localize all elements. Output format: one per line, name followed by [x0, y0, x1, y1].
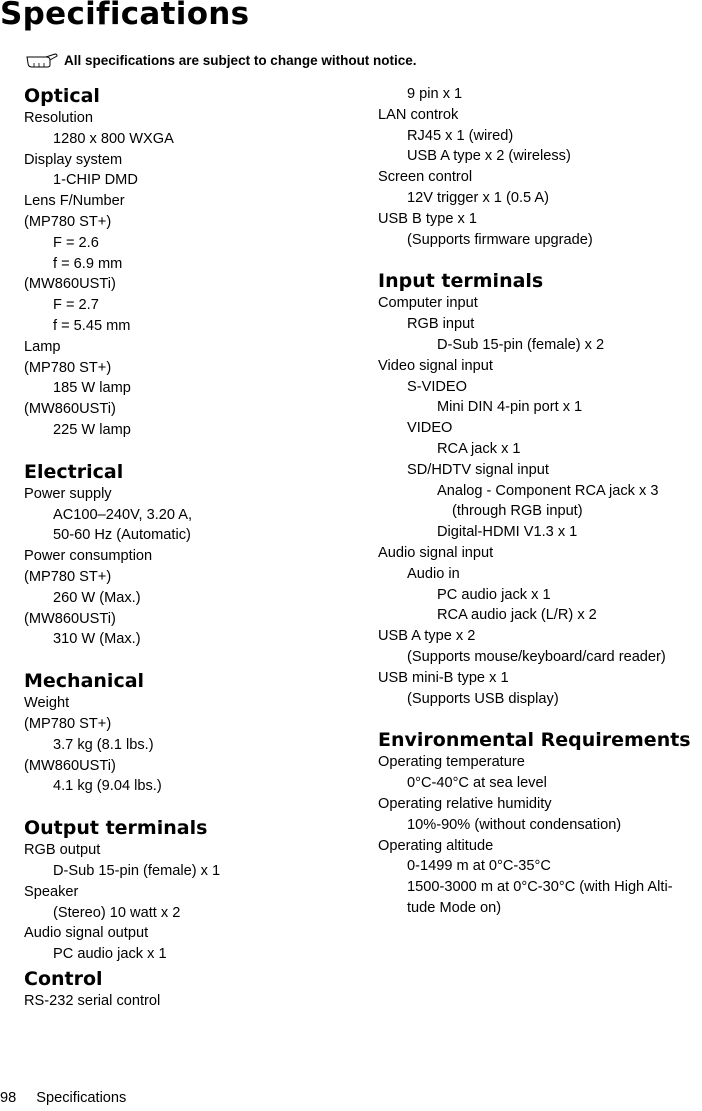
spec-label: USB B type x 1 — [378, 210, 477, 227]
section-heading-environmental: Environmental Requirements — [378, 729, 691, 752]
section-heading-input-terminals: Input terminals — [378, 270, 544, 293]
section-heading-electrical: Electrical — [24, 460, 124, 483]
spec-value: 1500-3000 m at 0°C-30°C (with High Alti- — [407, 879, 673, 896]
spec-label: USB A type x 2 — [378, 628, 476, 645]
spec-model: (MP780 ST+) — [24, 715, 112, 732]
spec-value: (Supports firmware upgrade) — [407, 231, 593, 248]
spec-value: D-Sub 15-pin (female) x 1 — [53, 862, 221, 879]
spec-value: (Supports mouse/keyboard/card reader) — [407, 648, 666, 665]
spec-value: f = 5.45 mm — [53, 317, 131, 334]
spec-value: RJ45 x 1 (wired) — [407, 127, 514, 144]
spec-value: (Stereo) 10 watt x 2 — [53, 904, 181, 921]
spec-value: 50-60 Hz (Automatic) — [53, 527, 191, 544]
spec-label: Speaker — [24, 883, 79, 900]
spec-label: Weight — [24, 695, 70, 712]
spec-value: 10%-90% (without condensation) — [407, 816, 622, 833]
spec-model: (MW860USTi) — [24, 276, 116, 293]
right-column — [378, 84, 702, 919]
spec-label: Operating relative humidity — [378, 795, 552, 812]
section-heading-output-terminals: Output terminals — [24, 817, 208, 840]
spec-label: Audio signal input — [378, 544, 494, 561]
spec-label: Power supply — [24, 485, 112, 502]
spec-value: PC audio jack x 1 — [53, 946, 167, 963]
spec-model: (MP780 ST+) — [24, 359, 112, 376]
spec-value: 3.7 kg (8.1 lbs.) — [53, 736, 154, 753]
spec-label: Audio signal output — [24, 925, 149, 942]
spec-value: 185 W lamp — [53, 380, 131, 397]
spec-sublabel: VIDEO — [407, 420, 453, 437]
spec-model: (MW860USTi) — [24, 610, 116, 627]
section-heading-optical: Optical — [24, 85, 100, 107]
spec-label: RGB output — [24, 842, 101, 859]
spec-label: Display system — [24, 151, 123, 168]
spec-model: (MP780 ST+) — [24, 213, 112, 230]
page-title: Specifications — [0, 0, 250, 32]
spec-value: 4.1 kg (9.04 lbs.) — [53, 778, 162, 795]
spec-label: Resolution — [24, 110, 93, 126]
spec-value: 1280 x 800 WXGA — [53, 130, 174, 147]
spec-value: Analog - Component RCA jack x 3 — [437, 482, 659, 499]
spec-value: F = 2.7 — [53, 297, 99, 314]
notice-text: All specifications are subject to change without notice. — [64, 52, 417, 68]
spec-label: Lamp — [24, 338, 61, 355]
spec-label: Operating altitude — [378, 837, 494, 854]
spec-label: Lens F/Number — [24, 193, 125, 210]
page-footer — [0, 1090, 126, 1106]
spec-value: 225 W lamp — [53, 421, 131, 438]
spec-value: 1-CHIP DMD — [53, 172, 138, 189]
spec-model: (MW860USTi) — [24, 401, 116, 418]
spec-value: (Supports USB display) — [407, 690, 559, 707]
spec-value: 0-1499 m at 0°C-35°C — [407, 858, 551, 875]
spec-sublabel: S-VIDEO — [407, 378, 468, 395]
spec-model: (MP780 ST+) — [24, 568, 112, 585]
spec-label: Video signal input — [378, 357, 493, 374]
spec-value: AC100–240V, 3.20 A, — [53, 506, 193, 523]
spec-value: 310 W (Max.) — [53, 631, 141, 648]
spec-value: 0°C-40°C at sea level — [407, 775, 547, 792]
page-number: 98 — [0, 1090, 17, 1106]
left-column — [24, 84, 354, 1012]
spec-value: D-Sub 15-pin (female) x 2 — [437, 336, 605, 353]
spec-label: Screen control — [378, 169, 473, 186]
section-heading-control: Control — [24, 967, 103, 990]
spec-model: (MW860USTi) — [24, 757, 116, 774]
spec-value: RCA jack x 1 — [437, 440, 521, 457]
spec-label: USB mini-B type x 1 — [378, 669, 509, 686]
spec-value: RCA audio jack (L/R) x 2 — [437, 607, 597, 624]
footer-section: Specifications — [36, 1090, 127, 1106]
spec-label: Power consumption — [24, 548, 153, 565]
spec-label: Operating temperature — [378, 754, 525, 771]
spec-sublabel: RGB input — [407, 316, 475, 333]
notice — [26, 52, 417, 68]
spec-value: F = 2.6 — [53, 234, 99, 251]
spec-label: LAN controk — [378, 106, 459, 123]
spec-value: f = 6.9 mm — [53, 255, 123, 272]
spec-value: USB A type x 2 (wireless) — [407, 148, 571, 165]
spec-value: Digital-HDMI V1.3 x 1 — [437, 524, 578, 541]
spec-value: tude Mode on) — [407, 899, 502, 916]
spec-value: Mini DIN 4-pin port x 1 — [437, 399, 583, 416]
note-hand-icon — [26, 52, 58, 68]
spec-sublabel: Audio in — [407, 565, 460, 582]
spec-value: 260 W (Max.) — [53, 589, 141, 606]
spec-value: PC audio jack x 1 — [437, 586, 551, 603]
spec-value: (through RGB input) — [452, 503, 583, 520]
spec-value: 9 pin x 1 — [407, 86, 463, 102]
spec-sublabel: SD/HDTV signal input — [407, 461, 549, 478]
spec-label: Computer input — [378, 295, 478, 312]
spec-label: RS-232 serial control — [24, 992, 161, 1009]
section-heading-mechanical: Mechanical — [24, 670, 145, 693]
spec-value: 12V trigger x 1 (0.5 A) — [407, 189, 549, 206]
